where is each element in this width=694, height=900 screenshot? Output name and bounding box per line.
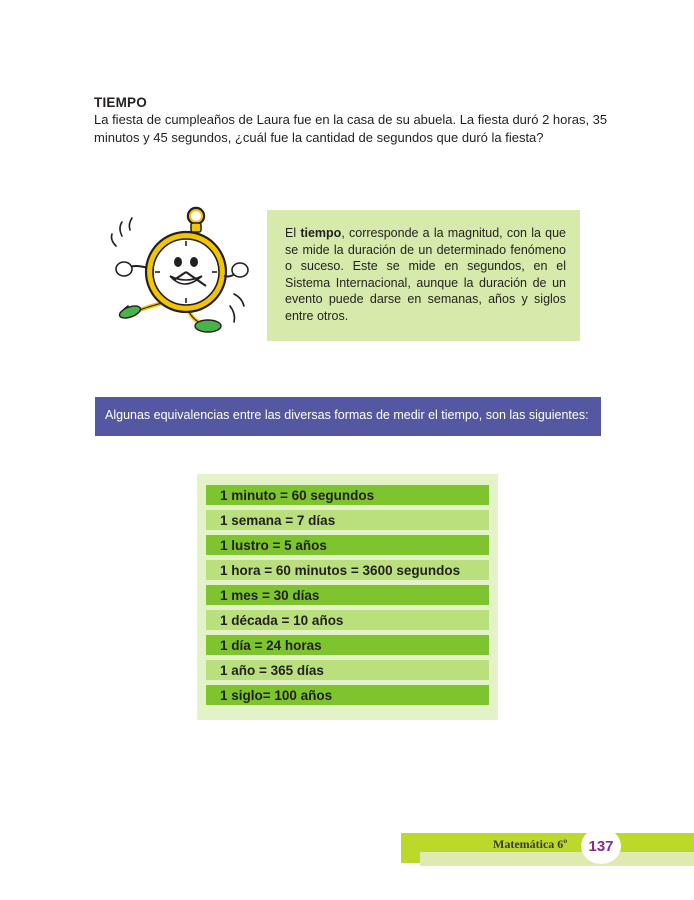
definition-box: [267, 210, 580, 341]
equivalence-row: 1 semana = 7 días: [206, 510, 489, 530]
problem-statement: [94, 111, 614, 147]
section-title: TIEMPO: [94, 95, 147, 110]
footer-bar-lower: [420, 852, 694, 866]
definition-body: , corresponde a la magnitud, con la que se mide la duración de un determinado fenómeno o suceso. Este se mide en segundos, en el Sistema Internacional, aunque la duración de un evento puede darse en semanas, años y siglos entre otros.: [285, 226, 566, 323]
equivalence-row: 1 década = 10 años: [206, 610, 489, 630]
equivalence-row: 1 año = 365 días: [206, 660, 489, 680]
equivalence-row: 1 día = 24 horas: [206, 635, 489, 655]
running-stopwatch-illustration: [108, 206, 258, 336]
equivalence-row: 1 lustro = 5 años: [206, 535, 489, 555]
definition-intro: El: [285, 226, 301, 240]
equivalence-row: 1 mes = 30 días: [206, 585, 489, 605]
footer-label: Matemática 6º: [493, 837, 568, 851]
problem-line-1: La fiesta de cumpleaños de Laura fue en la casa de su abuela. La fiesta duró 2 horas, 35: [94, 112, 608, 127]
definition-keyword: tiempo: [300, 226, 342, 240]
equivalence-row: 1 minuto = 60 segundos: [206, 485, 489, 505]
equivalences-banner: Algunas equivalencias entre las diversas formas de medir el tiempo, son las siguientes:: [95, 397, 601, 436]
equivalence-row: 1 siglo= 100 años: [206, 685, 489, 705]
equivalence-row: 1 hora = 60 minutos = 3600 segundos: [206, 560, 489, 580]
page-number: 137: [588, 838, 614, 855]
equivalences-panel: [197, 474, 498, 720]
problem-line-2: minutos y 45 segundos, ¿cuál fue la cantidad de segundos que duró la fiesta?: [94, 130, 544, 145]
